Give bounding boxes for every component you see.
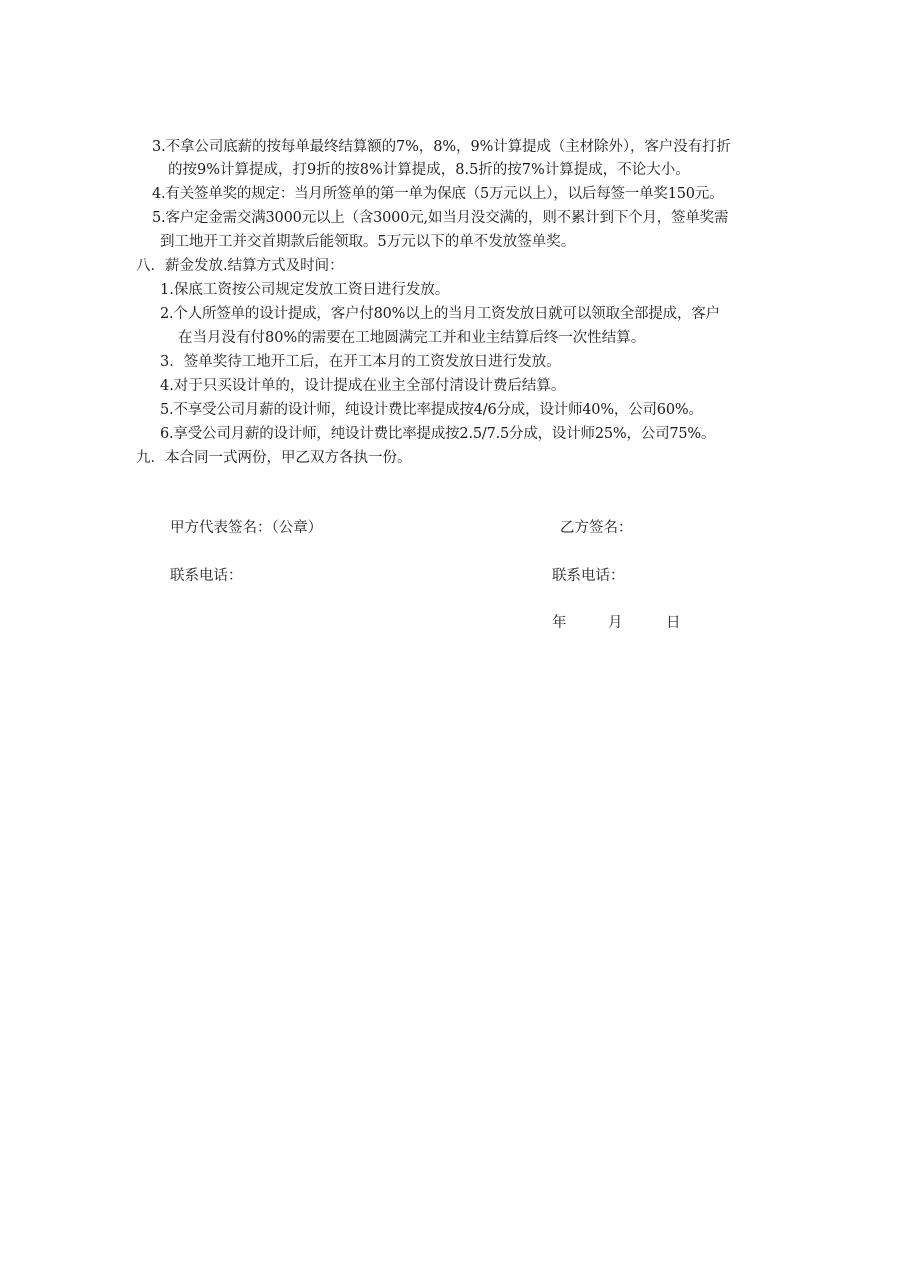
date-line bbox=[552, 613, 681, 633]
clause-7-3-line-1: 3.不拿公司底薪的按每单最终结算额的7%，8%，9%计算提成（主材除外），客户没有打折 bbox=[152, 139, 731, 155]
clause-7-4: 4.有关签单奖的规定：当月所签单的第一单为保底（5万元以上），以后每签一单奖150元。 bbox=[152, 186, 724, 202]
date-day: 日 bbox=[666, 615, 681, 631]
clause-8-5: 5.不享受公司月薪的设计师，纯设计费比率提成按4/6分成，设计师40%，公司60%。 bbox=[160, 402, 703, 418]
date-year: 年 bbox=[552, 615, 567, 631]
clause-7-5-line-1: 5.客户定金需交满3000元以上（含3000元,如当月没交满的，则不累计到下个月，签单奖需 bbox=[152, 210, 729, 226]
clause-7-5-line-2: 到工地开工并交首期款后能领取。5万元以下的单不发放签单奖。 bbox=[160, 234, 576, 250]
clause-8-1: 1.保底工资按公司规定发放工资日进行发放。 bbox=[160, 282, 450, 298]
clause-8-4: 4.对于只买设计单的，设计提成在业主全部付清设计费后结算。 bbox=[160, 378, 566, 394]
clause-7-3-line-2: 的按9%计算提成，打9折的按8%计算提成，8.5折的按7%计算提成，不论大小。 bbox=[168, 162, 690, 178]
clause-8-2-line-2: 在当月没有付80%的需要在工地圆满完工并和业主结算后终一次性结算。 bbox=[178, 330, 646, 346]
party-a-phone-label: 联系电话： bbox=[170, 568, 243, 584]
date-month: 月 bbox=[608, 615, 623, 631]
party-b-phone-label: 联系电话： bbox=[552, 568, 625, 584]
party-a-signature-label: 甲方代表签名：（公章） bbox=[170, 520, 323, 536]
clause-8-3: 3．签单奖待工地开工后，在开工本月的工资发放日进行发放。 bbox=[160, 354, 561, 370]
clause-8-6: 6.享受公司月薪的设计师，纯设计费比率提成按2.5/7.5分成，设计师25%，公司75%。 bbox=[160, 426, 716, 442]
section-9-heading: 九．本合同一式两份，甲乙双方各执一份。 bbox=[136, 450, 412, 466]
section-8-heading: 八．薪金发放.结算方式及时间： bbox=[136, 258, 344, 274]
clause-8-2-line-1: 2.个人所签单的设计提成，客户付80%以上的当月工资发放日就可以领取全部提成，客户 bbox=[160, 306, 720, 322]
party-b-signature-label: 乙方签名： bbox=[560, 520, 633, 536]
